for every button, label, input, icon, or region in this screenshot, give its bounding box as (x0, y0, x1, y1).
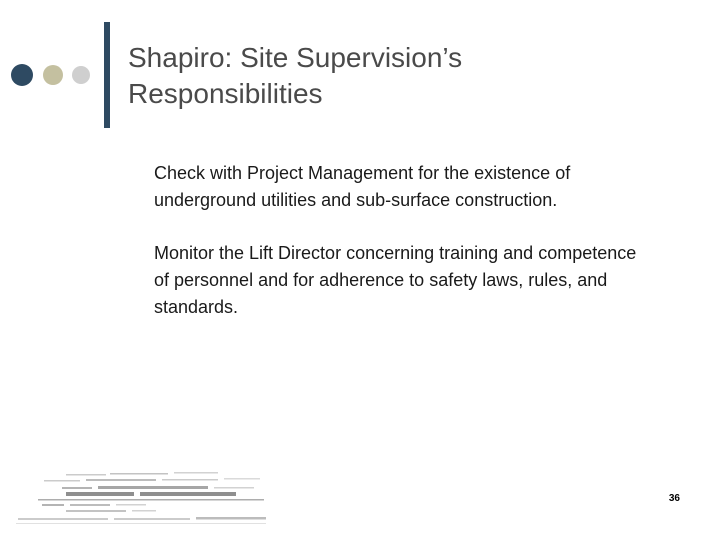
title-line-1: Shapiro: Site Supervision’s (128, 42, 463, 73)
slide-title (128, 40, 688, 112)
bullet-item: Monitor the Lift Director concerning training and competence of personnel and for adherence to safety laws, rules, and standards. (154, 243, 637, 317)
dot-dark (11, 64, 33, 86)
bullet-item: Check with Project Management for the existence of underground utilities and sub-surface construction. (154, 163, 571, 210)
title-accent-bar (104, 22, 110, 128)
title-line-2: Responsibilities (128, 78, 323, 109)
bullet-list (154, 160, 654, 347)
dot-mid (43, 65, 63, 85)
page-number: 36 (668, 493, 680, 504)
document-scan-logo-image (14, 466, 274, 528)
dot-light (72, 66, 90, 84)
